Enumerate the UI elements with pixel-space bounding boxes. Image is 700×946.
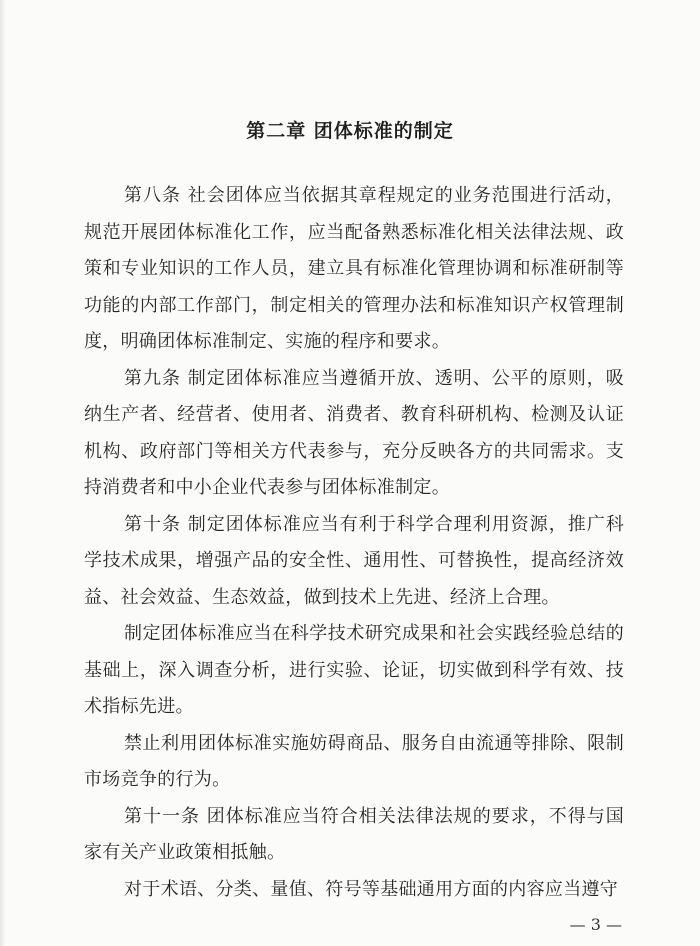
chapter-title: 第二章 团体标准的制定 (246, 120, 454, 142)
paragraph-article-8: 第八条 社会团体应当依据其章程规定的业务范围进行活动，规范开展团体标准化工作，应当配备熟悉标准化相关法律法规、政策和专业知识的工作人员，建立具有标准化管理协调和标准研制等功能的内部工作部门，制定相关的管理办法和标准知识产权管理制度，明确团体标准制定、实施的程序和要求。 (84, 185, 624, 352)
paragraph-article-10-2: 制定团体标准应当在科学技术研究成果和社会实践经验总结的基础上，深入调查分析，进行实验、论证，切实做到科学有效、技术指标先进。 (84, 623, 624, 717)
paragraph-article-9: 第九条 制定团体标准应当遵循开放、透明、公平的原则，吸纳生产者、经营者、使用者、消费者、教育科研机构、检测及认证机构、政府部门等相关方代表参与，充分反映各方的共同需求。支持消费者和中小企业代表参与团体标准制定。 (84, 367, 624, 498)
document-body (84, 178, 624, 908)
page-number: — 3 — (569, 915, 622, 934)
paragraph-article-11-2: 对于术语、分类、量值、符号等基础通用方面的内容应当遵守 (124, 878, 619, 900)
paragraph-article-10: 第十条 制定团体标准应当有利于科学合理利用资源，推广科学技术成果，增强产品的安全性、通用性、可替换性，提高经济效益、社会效益、生态效益，做到技术上先进、经济上合理。 (84, 513, 624, 608)
paragraph-article-10-3: 禁止利用团体标准实施妨碍商品、服务自由流通等排除、限制市场竞争的行为。 (84, 732, 624, 790)
paragraph-article-11: 第十一条 团体标准应当符合相关法律法规的要求，不得与国家有关产业政策相抵触。 (84, 805, 624, 863)
